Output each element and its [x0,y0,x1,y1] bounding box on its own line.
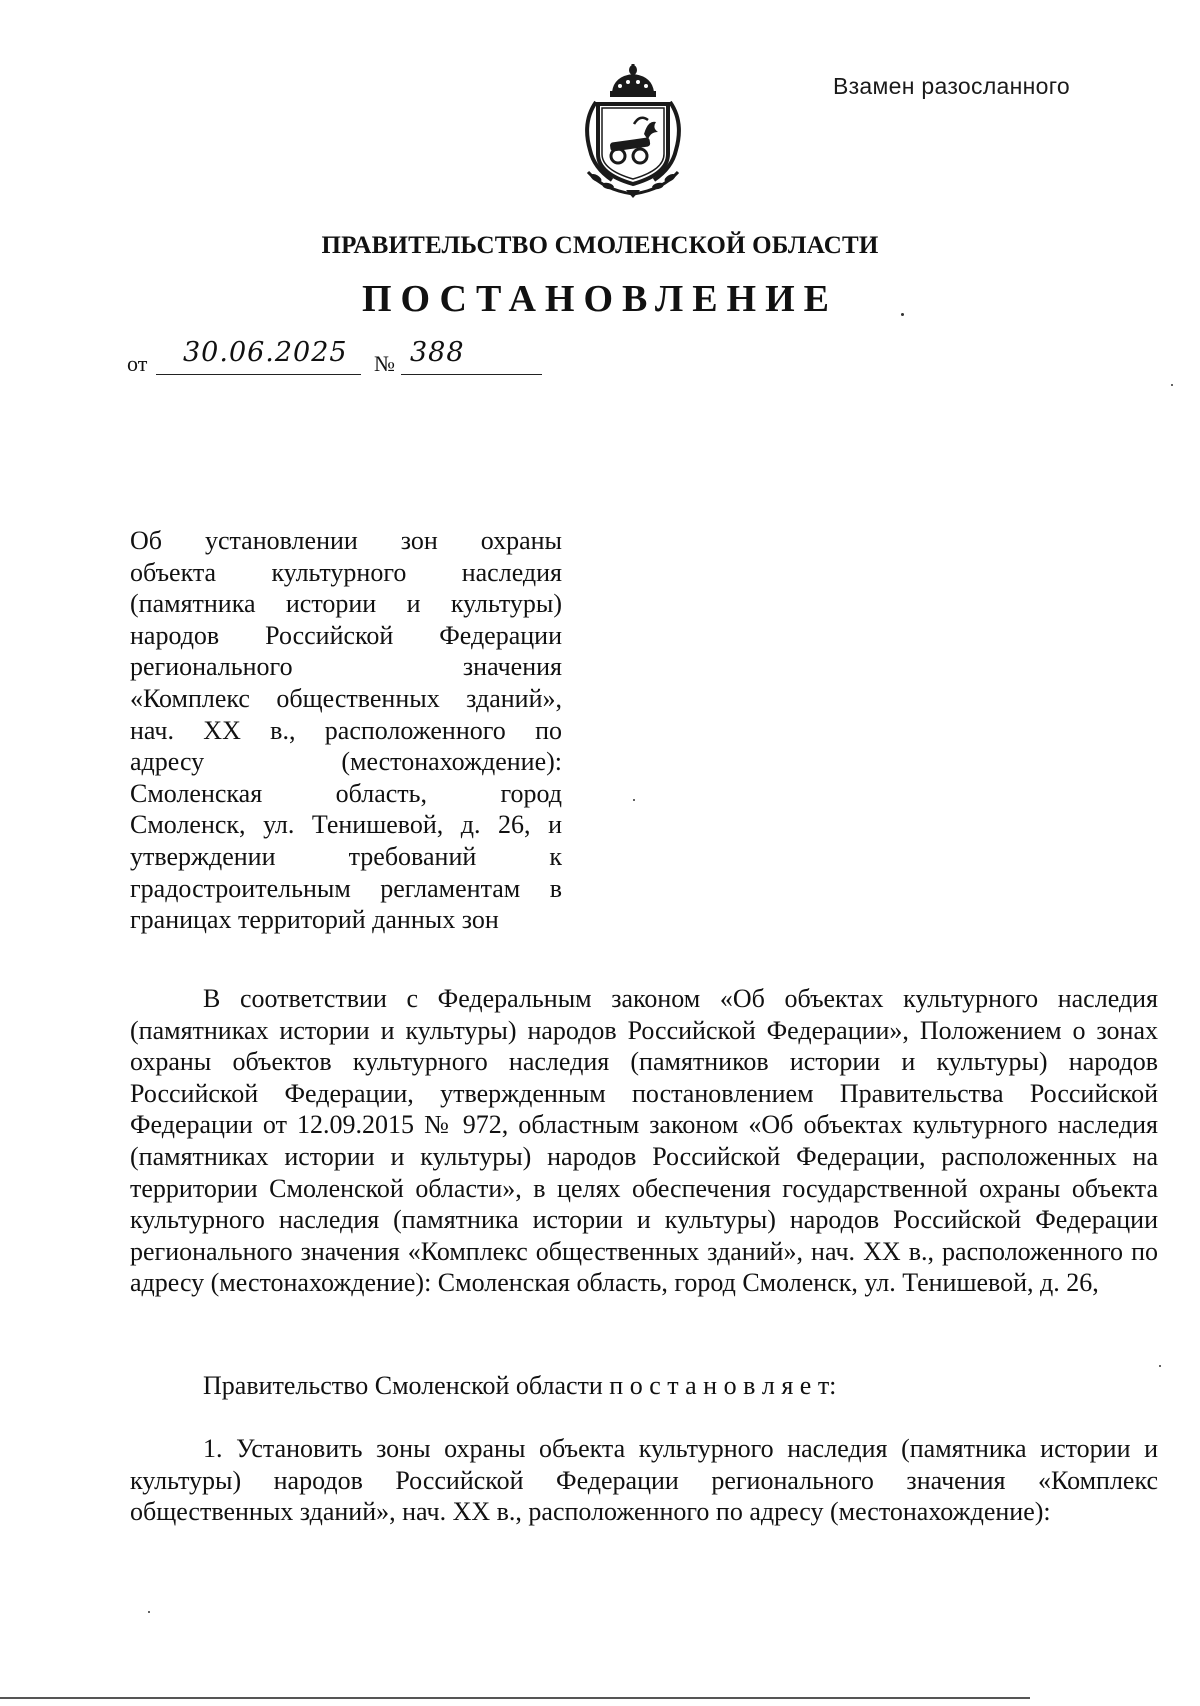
document-type: ПОСТАНОВЛЕНИЕ [361,278,839,320]
scan-dot [633,799,635,801]
title-line: Смоленская область, город [130,778,562,808]
title-line: (памятника истории и культуры) [130,589,562,619]
title-line: Смоленск, ул. Тенишевой, д. 26, и [130,810,562,840]
replacement-stamp: Взамен разосланного [832,73,1070,99]
scan-dot [1159,1365,1161,1367]
title-line: «Комплекс общественных зданий», [130,683,562,713]
document-date-number [127,337,547,377]
title-line: градостроительным регламентам в [130,873,562,903]
date-underline [156,374,361,375]
title-line: объекта культурного наследия [130,557,562,587]
title-line: нач. XX в., расположенного по [130,715,562,745]
item-1-paragraph: 1. Установить зоны охраны объекта культурного наследия (памятника истории и культуры) народов Российской Федерации регионального значения «Комплекс общественных зданий», нач. XX в., расположенного по адресу (местонахождение): [130,1434,1158,1527]
handwritten-date: 30.06.2025 [183,337,348,368]
title-line: границах территорий данных зон [130,905,499,935]
preamble-paragraph: В соответствии с Федеральным законом «Об объектах культурного наследия (памятниках истории и культуры) народов Российской Федерации», Положением о зонах охраны объектов культурного наследия (памятников истории и культуры) народов Российской Федерации, утвержденным постановлением Правительства Российской Федерации от 12.09.2015 № 972, областным законом «Об объектах культурного наследия (памятниках истории и культуры) народов Российской Федерации, расположенных на территории Смоленской области», в целях обеспечения государственной охраны объекта культурного наследия (памятника истории и культуры) народов Российской Федерации регионального значения «Комплекс общественных зданий», нач. XX в., расположенного по адресу (местонахождение): Смоленская область, город Смоленск, ул. Тенишевой, д. 26, [130,984,1158,1298]
scan-dot [901,313,904,316]
title-line: регионального значения [130,652,562,682]
handwritten-number: 388 [410,337,465,368]
decree-line: Правительство Смоленской области п о с т а н о в л я е т: [203,1371,837,1400]
organization-name: ПРАВИТЕЛЬСТВО СМОЛЕНСКОЙ ОБЛАСТИ [321,232,879,259]
title-line: адресу (местонахождение): [130,747,562,777]
number-underline [401,374,542,375]
title-line: Об установлении зон охраны [130,526,562,555]
scan-dot [148,1611,150,1613]
scan-edge-line [0,1697,1030,1699]
smolensk-coat-of-arms-icon [574,62,692,202]
title-line: народов Российской Федерации [130,620,562,650]
scan-dot [1171,384,1173,386]
document-title [130,525,562,936]
number-label: № [374,351,395,376]
title-line: утверждении требований к [130,841,562,871]
date-label: от [127,351,148,376]
